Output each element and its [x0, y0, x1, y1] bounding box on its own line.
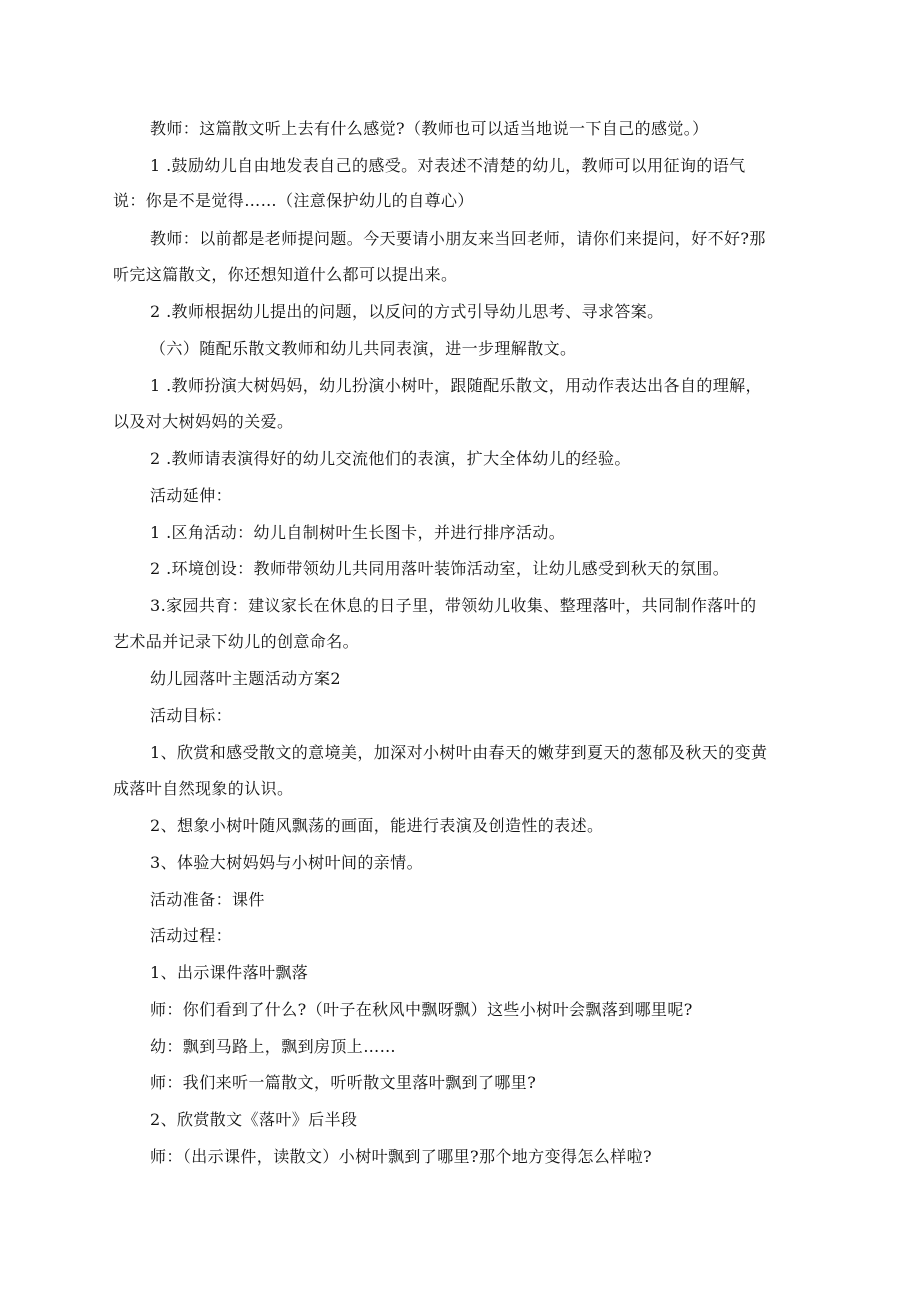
paragraph-line: 师：我们来听一篇散文，听听散文里落叶飘到了哪里?	[150, 1073, 537, 1092]
paragraph-line: 1 .鼓励幼儿自由地发表自己的感受。对表述不清楚的幼儿，教师可以用征询的语气	[150, 156, 746, 175]
paragraph-line: 教师：以前都是老师提问题。今天要请小朋友来当回老师，请你们来提问，好不好?那	[150, 229, 766, 248]
paragraph-line: 说：你是不是觉得……（注意保护幼儿的自尊心）	[113, 191, 474, 210]
paragraph-line: 成落叶自然现象的认识。	[113, 779, 294, 798]
paragraph-line: 3.家园共育：建议家长在休息的日子里，带领幼儿收集、整理落叶，共同制作落叶的	[150, 596, 757, 615]
paragraph-line: 3、体验大树妈妈与小树叶间的亲情。	[150, 853, 423, 872]
section-heading: （六）随配乐散文教师和幼儿共同表演，进一步理解散文。	[150, 339, 577, 358]
paragraph-line: 1 .区角活动：幼儿自制树叶生长图卡，并进行排序活动。	[150, 523, 566, 542]
section-heading: 活动目标：	[150, 706, 233, 725]
paragraph-line: 师：你们看到了什么?（叶子在秋风中飘呀飘）这些小树叶会飘落到哪里呢?	[150, 1000, 693, 1019]
paragraph-line: 2、欣赏散文《落叶》后半段	[150, 1110, 358, 1129]
paragraph-line: 幼：飘到马路上，飘到房顶上……	[150, 1037, 397, 1056]
paragraph-line: 2 .教师请表演得好的幼儿交流他们的表演，扩大全体幼儿的经验。	[150, 449, 631, 468]
section-heading: 活动过程：	[150, 926, 233, 945]
paragraph-line: 听完这篇散文，你还想知道什么都可以提出来。	[113, 265, 458, 284]
section-heading: 活动延伸：	[150, 486, 233, 505]
paragraph-line: 师：（出示课件，读散文）小树叶飘到了哪里?那个地方变得怎么样啦?	[150, 1147, 652, 1166]
paragraph-line: 教师：这篇散文听上去有什么感觉?（教师也可以适当地说一下自己的感觉。）	[150, 119, 709, 138]
paragraph-line: 2、想象小树叶随风飘荡的画面，能进行表演及创造性的表述。	[150, 816, 604, 835]
paragraph-line: 1 .教师扮演大树妈妈，幼儿扮演小树叶，跟随配乐散文，用动作表达出各自的理解，	[150, 376, 762, 395]
paragraph-line: 艺术品并记录下幼儿的创意命名。	[113, 632, 360, 651]
paragraph-line: 1、欣赏和感受散文的意境美，加深对小树叶由春天的嫩芽到夏天的葱郁及秋天的变黄	[150, 743, 768, 762]
paragraph-line: 2 .教师根据幼儿提出的问题，以反问的方式引导幼儿思考、寻求答案。	[150, 302, 664, 321]
paragraph-line: 以及对大树妈妈的关爱。	[113, 412, 294, 431]
paragraph-line: 1、出示课件落叶飘落	[150, 963, 309, 982]
section-heading: 活动准备：课件	[150, 890, 265, 909]
document-subtitle: 幼儿园落叶主题活动方案2	[150, 669, 341, 688]
paragraph-line: 2 .环境创设：教师带领幼儿共同用落叶装饰活动室，让幼儿感受到秋天的氛围。	[150, 559, 730, 578]
